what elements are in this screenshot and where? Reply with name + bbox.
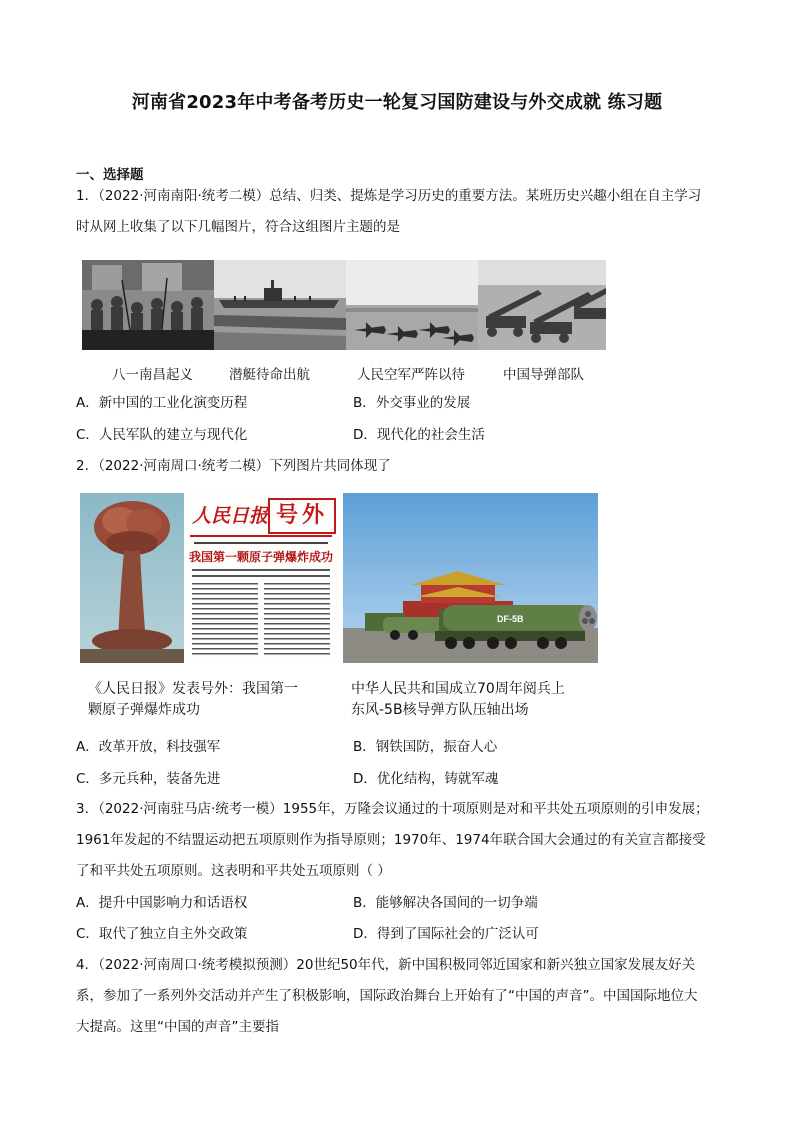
- q2-photo-mushroom-cloud: [80, 493, 184, 663]
- q2-caption-left-2: 颗原子弹爆炸成功: [88, 702, 200, 718]
- page-title: 河南省2023年中考备考历史一轮复习国防建设与外交成就 练习题: [131, 92, 663, 113]
- newspaper-masthead: 人民日报: [192, 505, 269, 527]
- q2-caption-right-1: 中华人民共和国成立70周年阅兵上: [351, 681, 565, 697]
- q1-option-d[interactable]: D．现代化的社会生活: [353, 427, 485, 443]
- q2-caption-right-2: 东风-5B核导弹方队压轴出场: [351, 702, 529, 718]
- q1-caption-4: 中国导弹部队: [503, 367, 584, 383]
- q3-option-d[interactable]: D．得到了国际社会的广泛认可: [353, 926, 539, 942]
- q2-option-d[interactable]: D．优化结构，铸就军魂: [353, 771, 499, 787]
- q3-option-a[interactable]: A．提升中国影响力和话语权: [76, 895, 248, 911]
- section-heading: 一、选择题: [76, 167, 144, 183]
- q2-photo-df5b-parade: [343, 493, 598, 663]
- q1-stem-line1: 1．（2022·河南南阳·统考二模）总结、归类、提炼是学习历史的重要方法。某班历史兴趣小组在自主学习: [76, 188, 702, 204]
- missile-label: DF-5B: [497, 614, 524, 624]
- q4-stem-line2: 系，参加了一系列外交活动并产生了积极影响，国际政治舞台上开始有了“中国的声音”。中国国际地位大: [76, 988, 698, 1004]
- q3-stem-line1: 3．（2022·河南驻马店·统考一模）1955年，万隆会议通过的十项原则是对和平共处五项原则的引申发展；: [76, 801, 709, 817]
- q3-stem-line2: 1961年发起的不结盟运动把五项原则作为指导原则；1970年、1974年联合国大会通过的有关宣言都接受: [76, 832, 706, 848]
- q1-caption-3: 人民空军严阵以待: [357, 367, 465, 383]
- q3-option-b[interactable]: B．能够解决各国间的一切争端: [353, 895, 538, 911]
- q4-stem-line1: 4．（2022·河南周口·统考模拟预测）20世纪50年代，新中国积极同邻近国家和新兴独立国家发展友好关: [76, 957, 696, 973]
- q2-caption-left-1: 《人民日报》发表号外：我国第一: [88, 681, 298, 697]
- q1-option-b[interactable]: B．外交事业的发展: [353, 395, 471, 411]
- newspaper-body-text: [192, 567, 330, 659]
- newspaper-headline: 我国第一颗原子弹爆炸成功: [188, 550, 333, 564]
- q1-caption-1: 八一南昌起义: [112, 367, 193, 383]
- q2-photo-newspaper-extra: [184, 493, 338, 663]
- q1-caption-2: 潜艇待命出航: [229, 367, 310, 383]
- q1-photo-air-force: [346, 260, 478, 350]
- q1-photo-missile-unit: [478, 260, 606, 350]
- q2-stem-line1: 2．（2022·河南周口·统考二模）下列图片共同体现了: [76, 458, 391, 474]
- q2-option-a[interactable]: A．改革开放，科技强军: [76, 739, 221, 755]
- q1-option-c[interactable]: C．人民军队的建立与现代化: [76, 427, 248, 443]
- q1-photo-submarine: [214, 260, 346, 350]
- newspaper-extra-label: 号外: [268, 498, 336, 534]
- q3-stem-line3: 了和平共处五项原则。这表明和平共处五项原则（ ）: [76, 863, 391, 879]
- q2-option-c[interactable]: C．多元兵种，装备先进: [76, 771, 221, 787]
- q2-option-b[interactable]: B．钢铁国防，振奋人心: [353, 739, 498, 755]
- q4-stem-line3: 大提高。这里“中国的声音”主要指: [76, 1019, 279, 1035]
- q1-stem-line2: 时从网上收集了以下几幅图片，符合这组图片主题的是: [76, 219, 400, 235]
- q1-photo-nanchang-uprising: [82, 260, 214, 350]
- q3-option-c[interactable]: C．取代了独立自主外交政策: [76, 926, 248, 942]
- q1-option-a[interactable]: A．新中国的工业化演变历程: [76, 395, 248, 411]
